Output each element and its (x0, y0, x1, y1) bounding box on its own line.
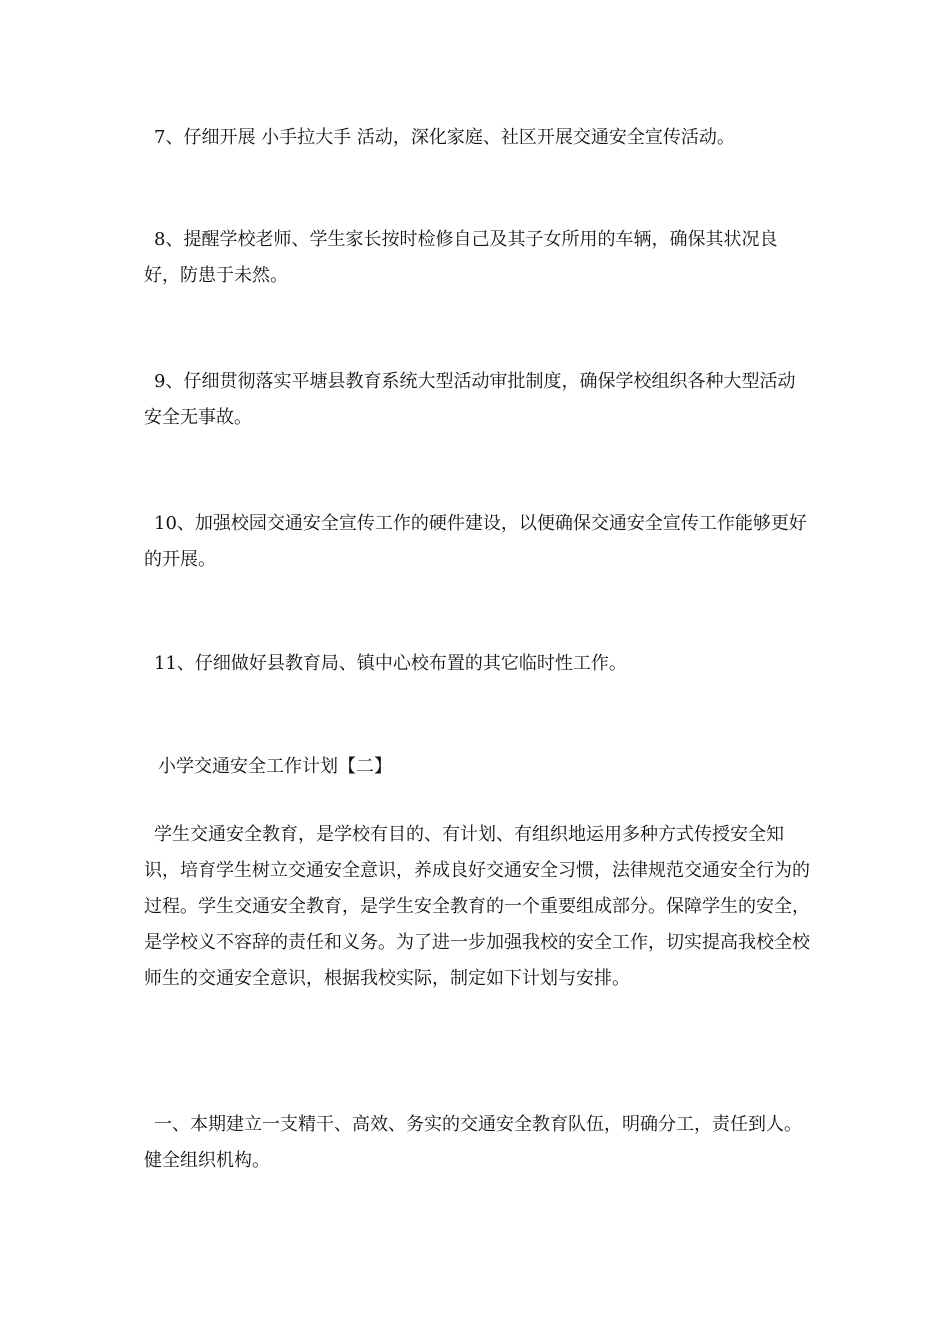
paragraph-item-11: 11、仔细做好县教育局、镇中心校布置的其它临时性工作。 (154, 653, 627, 674)
point-one-paragraph: 一、本期建立一支精干、高效、务实的交通安全教育队伍，明确分工，责任到人。健全组织机构。 (144, 1114, 802, 1171)
paragraph-item-8: 8、提醒学校老师、学生家长按时检修自己及其子女所用的车辆，确保其状况良好，防患于未然。 (144, 229, 778, 286)
paragraph-item-10: 10、加强校园交通安全宣传工作的硬件建设，以便确保交通安全宣传工作能够更好的开展。 (144, 513, 807, 570)
intro-paragraph: 学生交通安全教育，是学校有目的、有计划、有组织地运用多种方式传授安全知识，培育学生树立交通安全意识，养成良好交通安全习惯，法律规范交通安全行为的过程。学生交通安全教育，是学生安全教育的一个重要组成部分。保障学生的安全，是学校义不容辞的责任和义务。为了进一步加强我校的安全工作，切实提高我校全校师生的交通安全意识，根据我校实际，制定如下计划与安排。 (144, 824, 810, 989)
section-title: 小学交通安全工作计划【二】 (158, 756, 392, 777)
paragraph-item-9: 9、仔细贯彻落实平塘县教育系统大型活动审批制度，确保学校组织各种大型活动安全无事故。 (144, 371, 796, 428)
paragraph-item-7: 7、仔细开展 小手拉大手 活动，深化家庭、社区开展交通安全宣传活动。 (154, 127, 735, 148)
